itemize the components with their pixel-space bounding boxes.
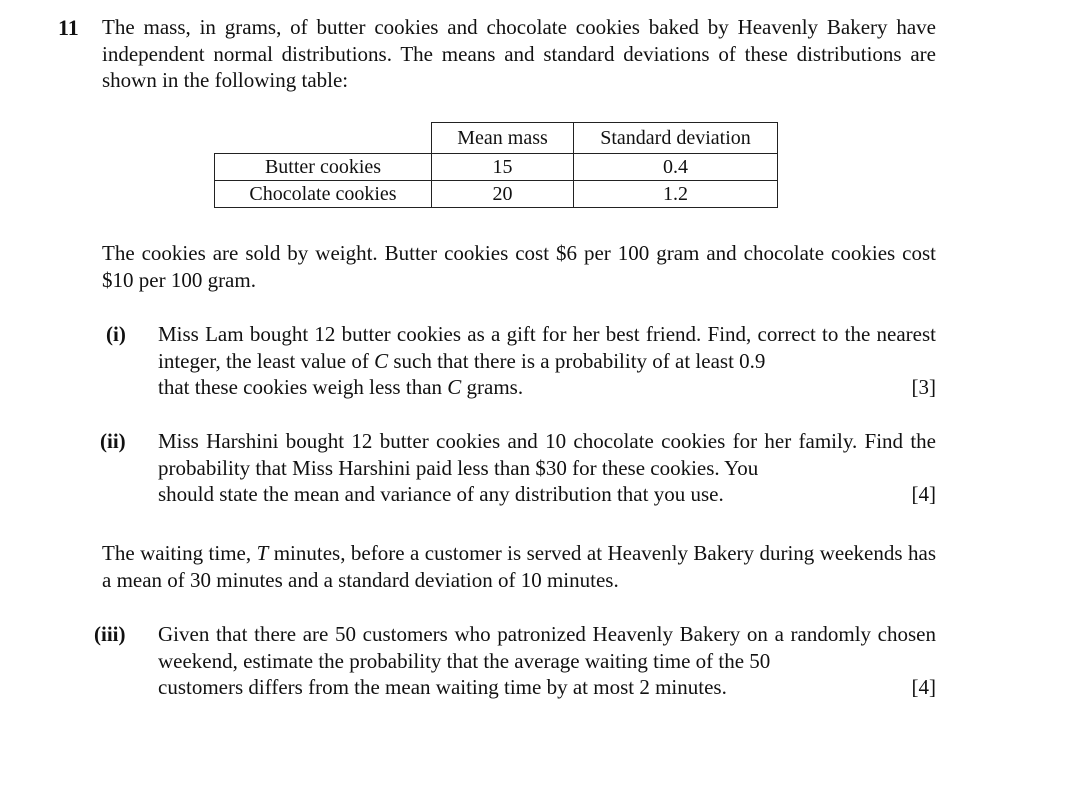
table-row xyxy=(215,181,778,208)
table-row-sd: 1.2 xyxy=(574,181,778,208)
part-label: (ii) xyxy=(100,429,126,453)
part-body xyxy=(158,621,936,701)
cost-paragraph: The cookies are sold by weight. Butter cookies cost $6 per 100 gram and chocolate cookies cost $10 per 100 gram. xyxy=(102,241,936,292)
table-row xyxy=(215,154,778,181)
part-ii xyxy=(100,428,936,508)
part-label: (iii) xyxy=(94,622,126,646)
distribution-table xyxy=(214,122,778,208)
variable-c: C xyxy=(447,375,462,399)
table-row-label: Chocolate cookies xyxy=(215,181,432,208)
table-row-label: Butter cookies xyxy=(215,154,432,181)
part-text: Miss Lam bought 12 butter cookies as a gift for her best friend. Find, correct to the nearest integer, the least value of xyxy=(158,322,936,373)
part-last-text: should state the mean and variance of any distribution that you use. xyxy=(158,482,724,506)
variable-t: T xyxy=(256,541,269,565)
part-body xyxy=(158,428,936,508)
part-last-line xyxy=(158,374,936,401)
part-last-line xyxy=(158,481,936,508)
table-header-blank xyxy=(215,123,432,154)
part-marks: [4] xyxy=(911,482,936,506)
part-text: Given that there are 50 customers who patronized Heavenly Bakery on a randomly chosen weekend, estimate the probability that the average waiting time of the 50 xyxy=(158,622,936,673)
waiting-time-paragraph: The waiting time, T minutes, before a customer is served at Heavenly Bakery during weekends has a mean of 30 minutes and a standard deviation of 10 minutes. xyxy=(102,541,936,592)
part-text: Miss Harshini bought 12 butter cookies and 10 chocolate cookies for her family. Find the probability that Miss Harshini paid less than $30 for these cookies. You xyxy=(158,429,936,480)
table-row-mean: 20 xyxy=(432,181,574,208)
part-last-text: customers differs from the mean waiting time by at most 2 minutes. xyxy=(158,675,727,699)
table-row-mean: 15 xyxy=(432,154,574,181)
part-last-text: that these cookies weigh less than C grams. xyxy=(158,375,524,399)
part-i xyxy=(106,321,936,401)
part-label: (i) xyxy=(106,322,126,346)
part-iii xyxy=(94,621,936,701)
part-body xyxy=(158,321,936,401)
variable-c: C xyxy=(374,348,389,373)
part-marks: [3] xyxy=(911,375,936,399)
table-header-mean: Mean mass xyxy=(432,123,574,154)
question-number: 11 xyxy=(58,15,79,40)
part-marks: [4] xyxy=(911,675,936,699)
table-header-sd: Standard deviation xyxy=(574,123,778,154)
part-text: such that there is a probability of at least 0.9 xyxy=(393,348,766,373)
table-header-row xyxy=(215,123,778,154)
question-intro: The mass, in grams, of butter cookies and chocolate cookies baked by Heavenly Bakery have independent normal distributions. The means and standard deviations of these distributions are shown in the following table: xyxy=(102,15,936,92)
part-last-line xyxy=(158,674,936,701)
table-row-sd: 0.4 xyxy=(574,154,778,181)
